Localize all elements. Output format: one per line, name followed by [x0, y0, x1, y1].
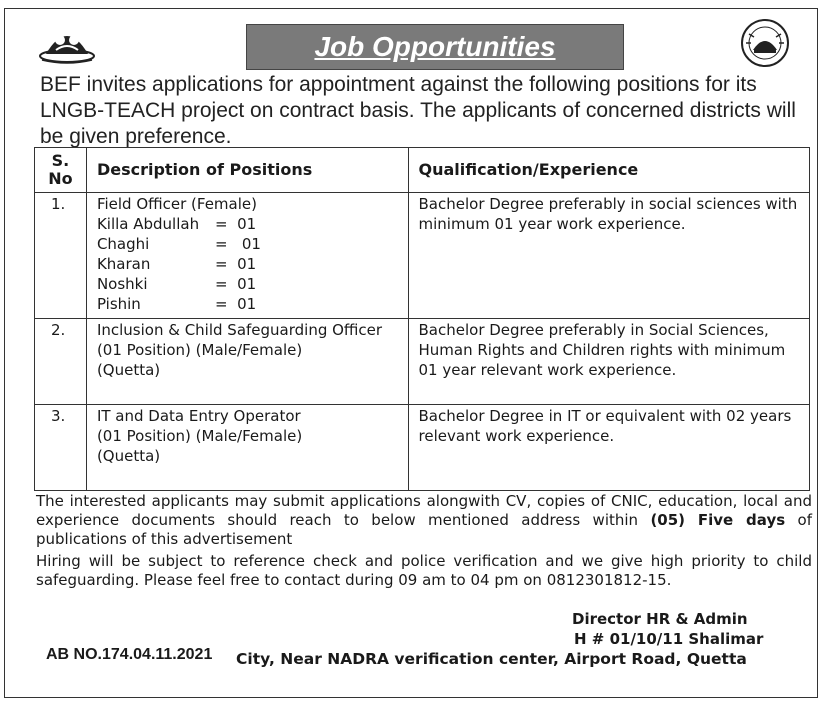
signatory-title: Director HR & Admin	[572, 610, 748, 628]
position-count: (01 Position) (Male/Female)	[96, 427, 303, 445]
district-line: Killa Abdullah = 01	[96, 215, 257, 233]
district-line: Kharan = 01	[96, 255, 257, 273]
district-count: 01	[237, 255, 257, 273]
district-name: Kharan	[96, 255, 151, 273]
position-title: IT and Data Entry Operator	[96, 407, 301, 425]
position-title: Field Officer (Female)	[96, 195, 257, 213]
position-count: (01 Position) (Male/Female)	[96, 341, 303, 359]
district-name: Noshki	[96, 275, 148, 293]
page-title: Job Opportunities	[314, 31, 556, 62]
district-name: Chaghi	[96, 235, 150, 253]
position-qualification: Bachelor Degree preferably in Social Sciences, Human Rights and Children rights with minimum 01 year relevant work experience.	[408, 319, 809, 405]
bef-logo-icon	[38, 20, 96, 64]
description-header: Description of Positions	[86, 148, 408, 193]
position-qualification: Bachelor Degree in IT or equivalent with 02 years relevant work experience.	[408, 405, 809, 491]
government-seal-icon	[740, 18, 790, 68]
sno-header: S. No	[35, 148, 87, 193]
intro-paragraph: BEF invites applications for appointment against the following positions for its LNGB-TEACH project on contract basis. The applicants of concerned districts will be given preference.	[40, 73, 796, 148]
position-description	[86, 193, 408, 319]
hiring-note: Hiring will be subject to reference check and police verification and we give high priority to child safeguarding. Please feel free to contact during 09 am to 04 pm on 0812301812-15.	[36, 552, 812, 589]
position-description	[86, 319, 408, 405]
deadline-text: (05) Five days	[650, 511, 786, 529]
district-line: Pishin = 01	[96, 295, 257, 313]
positions-table	[34, 147, 810, 491]
position-description	[86, 405, 408, 491]
district-name: Killa Abdullah	[96, 215, 200, 233]
district-name: Pishin	[96, 295, 141, 313]
title-banner	[246, 24, 624, 70]
position-qualification: Bachelor Degree preferably in social sciences with minimum 01 year work experience.	[408, 193, 809, 319]
table-row	[35, 405, 810, 491]
district-line: Noshki = 01	[96, 275, 257, 293]
qualification-header: Qualification/Experience	[408, 148, 809, 193]
address-line-1: H # 01/10/11 Shalimar	[574, 630, 764, 648]
district-count: 01	[237, 275, 257, 293]
table-row	[35, 193, 810, 319]
position-title: Inclusion & Child Safeguarding Officer	[96, 321, 383, 339]
district-count: 01	[237, 215, 257, 233]
address-line-2: City, Near NADRA verification center, Airport Road, Quetta	[236, 650, 747, 668]
row-number: 3.	[35, 405, 87, 491]
district-count: 01	[237, 295, 257, 313]
application-instructions: The interested applicants may submit applications alongwith CV, copies of CNIC, education, local and experience documents should reach to below mentioned address within (05) Five days of publications of this advertisement	[36, 492, 812, 548]
district-count: 01	[241, 235, 261, 253]
table-row	[35, 319, 810, 405]
row-number: 1.	[35, 193, 87, 319]
table-header-row	[35, 148, 810, 193]
position-location: (Quetta)	[96, 447, 161, 465]
position-location: (Quetta)	[96, 361, 161, 379]
district-line: Chaghi = 01	[96, 235, 261, 253]
row-number: 2.	[35, 319, 87, 405]
ab-number: AB NO.174.04.11.2021	[46, 646, 213, 663]
